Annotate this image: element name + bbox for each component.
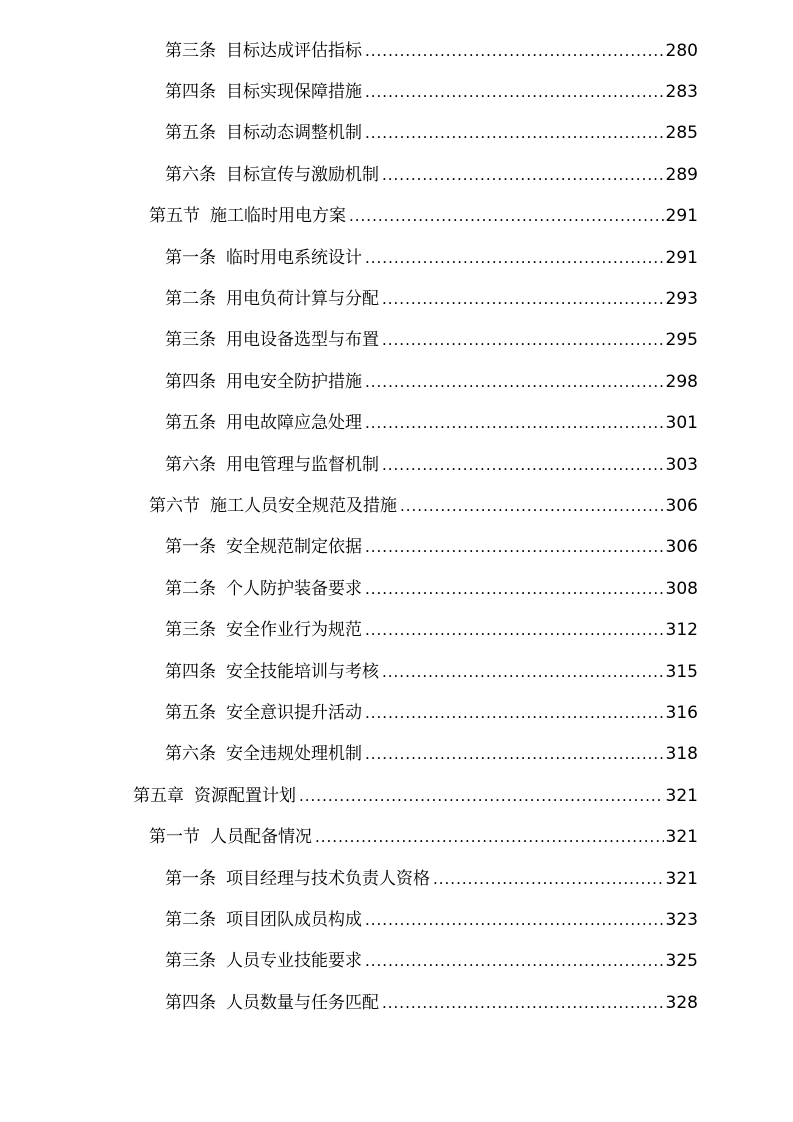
dot-leader (349, 206, 664, 226)
dot-leader (365, 123, 664, 143)
dot-leader (365, 579, 664, 599)
toc-entry-title: 人员配备情况 (210, 827, 312, 848)
toc-entry-page-number: 283 (665, 82, 698, 103)
toc-entry-number: 第五条 (165, 702, 216, 723)
toc-entry-line (149, 827, 698, 847)
toc-entry-page-number: 308 (665, 578, 698, 599)
toc-entry-title: 安全规范制定依据 (226, 537, 362, 558)
toc-entry-number: 第三条 (165, 951, 216, 972)
dot-leader (382, 662, 664, 682)
toc-entry-title: 用电设备选型与布置 (226, 330, 379, 351)
toc-entry-page-number: 291 (665, 206, 698, 227)
toc-entry[interactable] (0, 734, 793, 775)
toc-entry[interactable] (0, 485, 793, 526)
toc-entry-line (149, 496, 698, 516)
toc-entry-line (165, 82, 698, 102)
dot-leader (365, 537, 664, 557)
dot-leader (365, 82, 664, 102)
toc-entry[interactable] (0, 982, 793, 1023)
toc-entry[interactable] (0, 237, 793, 278)
toc-entry-line (165, 744, 698, 764)
toc-entry-number: 第六条 (165, 454, 216, 475)
toc-entry-title: 个人防护装备要求 (226, 578, 362, 599)
toc-entry-line (165, 41, 698, 61)
dot-leader (365, 413, 664, 433)
toc-entry-number: 第四条 (165, 992, 216, 1013)
toc-entry[interactable] (0, 278, 793, 319)
toc-entry-page-number: 323 (665, 909, 698, 930)
toc-entry-line (165, 993, 698, 1013)
toc-entry-title: 安全作业行为规范 (226, 620, 362, 641)
toc-entry[interactable] (0, 361, 793, 402)
toc-entry[interactable] (0, 30, 793, 71)
toc-entry-page-number: 321 (665, 868, 698, 889)
toc-entry-page-number: 303 (665, 454, 698, 475)
toc-entry-title: 安全违规处理机制 (226, 744, 362, 765)
toc-entry-title: 用电故障应急处理 (226, 413, 362, 434)
toc-entry[interactable] (0, 568, 793, 609)
toc-entry-line (165, 910, 698, 930)
toc-entry[interactable] (0, 941, 793, 982)
toc-entry-title: 用电负荷计算与分配 (226, 289, 379, 310)
toc-entry-page-number: 318 (665, 744, 698, 765)
dot-leader (400, 496, 664, 516)
toc-entry-number: 第一条 (165, 537, 216, 558)
toc-entry-line (165, 372, 698, 392)
toc-entry[interactable] (0, 71, 793, 112)
toc-entry-number: 第一条 (165, 868, 216, 889)
toc-entry-page-number: 280 (665, 40, 698, 61)
toc-entry-number: 第三条 (165, 620, 216, 641)
toc-entry-page-number: 312 (665, 620, 698, 641)
toc-entry-line (165, 165, 698, 185)
toc-entry-number: 第五条 (165, 123, 216, 144)
toc-entry-number: 第五条 (165, 413, 216, 434)
toc-entry-number: 第五章 (133, 785, 184, 806)
toc-entry-number: 第二条 (165, 289, 216, 310)
toc-entry-line (165, 579, 698, 599)
toc-entry-number: 第四条 (165, 371, 216, 392)
toc-entry-page-number: 316 (665, 702, 698, 723)
toc-entry-page-number: 285 (665, 123, 698, 144)
toc-entry-page-number: 291 (665, 247, 698, 268)
toc-entry[interactable] (0, 816, 793, 857)
toc-entry-title: 人员数量与任务匹配 (226, 992, 379, 1013)
toc-entry-title: 目标动态调整机制 (226, 123, 362, 144)
toc-entry[interactable] (0, 899, 793, 940)
toc-entry-line (165, 662, 698, 682)
toc-entry-number: 第二条 (165, 578, 216, 599)
toc-entry-page-number: 298 (665, 371, 698, 392)
toc-entry-title: 安全技能培训与考核 (226, 661, 379, 682)
toc-entry[interactable] (0, 320, 793, 361)
toc-entry-title: 资源配置计划 (194, 785, 296, 806)
toc-entry-line (165, 248, 698, 268)
toc-entry-line (165, 330, 698, 350)
toc-entry-title: 用电管理与监督机制 (226, 454, 379, 475)
toc-entry-number: 第三条 (165, 330, 216, 351)
toc-entry-number: 第四条 (165, 82, 216, 103)
toc-entry-number: 第六节 (149, 495, 200, 516)
dot-leader (299, 786, 664, 806)
toc-entry-line (149, 206, 698, 226)
toc-entry-title: 项目经理与技术负责人资格 (226, 868, 430, 889)
dot-leader (365, 372, 664, 392)
toc-entry-line (165, 289, 698, 309)
toc-entry-page-number: 306 (665, 537, 698, 558)
toc-entry-title: 目标宣传与激励机制 (226, 164, 379, 185)
toc-entry-title: 施工人员安全规范及措施 (210, 495, 397, 516)
toc-entry-number: 第五节 (149, 206, 200, 227)
dot-leader (382, 455, 664, 475)
toc-entry-page-number: 293 (665, 289, 698, 310)
toc-entry[interactable] (0, 444, 793, 485)
toc-entry-title: 项目团队成员构成 (226, 909, 362, 930)
toc-entry-line (165, 537, 698, 557)
toc-entry-page-number: 289 (665, 164, 698, 185)
toc-entry-line (133, 786, 698, 806)
toc-entry-title: 目标实现保障措施 (226, 82, 362, 103)
dot-leader (365, 910, 664, 930)
toc-entry-line (165, 869, 698, 889)
toc-entry-page-number: 321 (665, 827, 698, 848)
toc-entry-title: 安全意识提升活动 (226, 702, 362, 723)
toc-entry-page-number: 325 (665, 951, 698, 972)
toc-entry[interactable] (0, 196, 793, 237)
dot-leader (433, 869, 664, 889)
toc-entry-page-number: 306 (665, 495, 698, 516)
toc-entry[interactable] (0, 651, 793, 692)
toc-entry-line (165, 620, 698, 640)
toc-entry[interactable] (0, 692, 793, 733)
toc-entry-title: 施工临时用电方案 (210, 206, 346, 227)
toc-entry-number: 第六条 (165, 744, 216, 765)
toc-entry-page-number: 301 (665, 413, 698, 434)
toc-entry-number: 第一节 (149, 827, 200, 848)
dot-leader (365, 248, 664, 268)
dot-leader (365, 951, 664, 971)
dot-leader (365, 703, 664, 723)
toc-entry-page-number: 328 (665, 992, 698, 1013)
toc-entry[interactable] (0, 858, 793, 899)
dot-leader (365, 744, 664, 764)
toc-entry[interactable] (0, 527, 793, 568)
toc-entry-number: 第三条 (165, 40, 216, 61)
toc-entry-line (165, 951, 698, 971)
dot-leader (365, 41, 664, 61)
toc-entry-page-number: 315 (665, 661, 698, 682)
toc-entry[interactable] (0, 609, 793, 650)
toc-entry-line (165, 413, 698, 433)
toc-entry-line (165, 455, 698, 475)
toc-entry-page-number: 321 (665, 785, 698, 806)
toc-entry-line (165, 703, 698, 723)
toc-entry-number: 第二条 (165, 909, 216, 930)
dot-leader (382, 993, 664, 1013)
dot-leader (382, 289, 664, 309)
table-of-contents (0, 30, 793, 1023)
toc-entry-title: 人员专业技能要求 (226, 951, 362, 972)
toc-entry[interactable] (0, 154, 793, 195)
dot-leader (315, 827, 664, 847)
toc-entry[interactable] (0, 403, 793, 444)
toc-entry-page-number: 295 (665, 330, 698, 351)
toc-entry-title: 用电安全防护措施 (226, 371, 362, 392)
toc-entry-number: 第一条 (165, 247, 216, 268)
dot-leader (365, 620, 664, 640)
toc-entry-line (165, 123, 698, 143)
toc-entry[interactable] (0, 113, 793, 154)
toc-entry-title: 临时用电系统设计 (226, 247, 362, 268)
toc-entry-number: 第六条 (165, 164, 216, 185)
toc-entry-number: 第四条 (165, 661, 216, 682)
dot-leader (382, 165, 664, 185)
toc-entry[interactable] (0, 775, 793, 816)
dot-leader (382, 330, 664, 350)
toc-entry-title: 目标达成评估指标 (226, 40, 362, 61)
